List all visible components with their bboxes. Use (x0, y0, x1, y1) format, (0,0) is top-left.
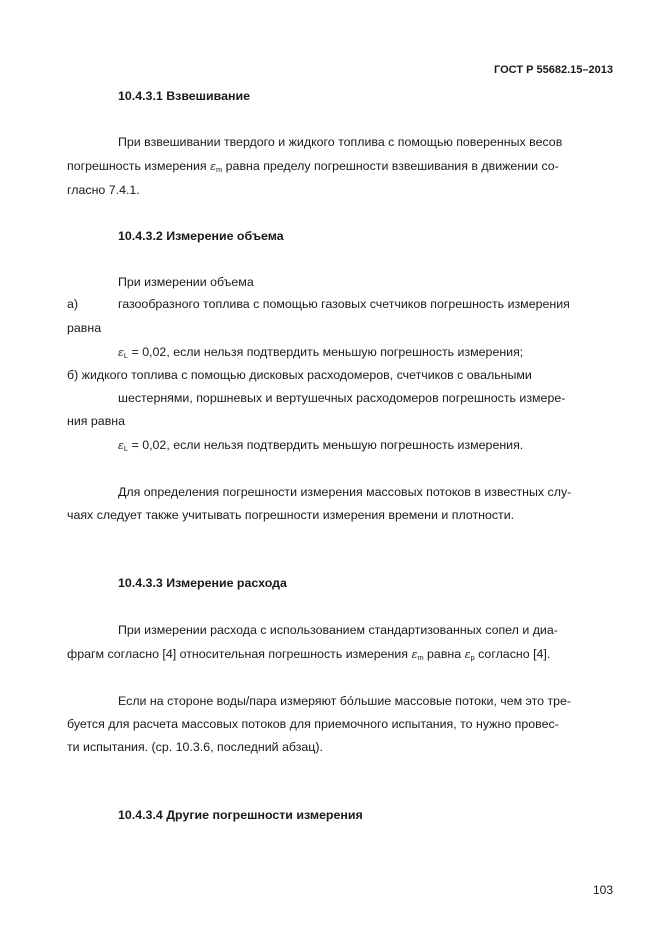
heading-10-4-3-1: 10.4.3.1 Взвешивание (118, 89, 250, 103)
s1-line-2: погрешность измерения $\varepsilon_m$ равна пределу погрешности взвешивания в движении со- (67, 159, 559, 174)
epsilon-symbol: ε (210, 160, 216, 173)
list-marker-a: а) (67, 297, 79, 311)
s3-para1-line-2: фрагм согласно [4] относительная погрешность измерения $\varepsilon_m$ равна $\varepsilon_p$ согласно [4]. (67, 647, 551, 662)
s2-item-b-line-1: б) жидкого топлива с помощью дисковых расходомеров, счетчиков с овальными (67, 368, 532, 382)
formula-eps-L-2: $\varepsilon_L = 0,02$, если нельзя подтвердить меньшую погрешность измерения. (118, 438, 524, 453)
s3-para2-line-3: ти испытания. (ср. 10.3.6, последний абзац). (67, 740, 323, 754)
standard-header: ГОСТ Р 55682.15–2013 (494, 64, 613, 76)
formula-eps-L-1: $\varepsilon_L = 0,02$, если нельзя подтвердить меньшую погрешность измерения; (118, 345, 524, 360)
s2-item-a-line-2: равна (67, 321, 102, 335)
epsilon-symbol: ε (118, 346, 124, 359)
s2-item-a-line-1: газообразного топлива с помощью газовых счетчиков погрешность измерения (118, 297, 570, 311)
s1-line-3: гласно 7.4.1. (67, 183, 140, 197)
s1-line-1: При взвешивании твердого и жидкого топлива с помощью поверенных весов (118, 135, 563, 149)
s2-para-line-2: чаях следует также учитывать погрешности измерения времени и плотности. (67, 508, 515, 522)
heading-10-4-3-3: 10.4.3.3 Измерение расхода (118, 576, 287, 590)
s2-intro: При измерении объема (118, 275, 254, 289)
epsilon-symbol: ε (411, 648, 418, 661)
heading-10-4-3-4: 10.4.3.4 Другие погрешности измерения (118, 808, 363, 822)
page-number: 103 (592, 883, 613, 897)
heading-10-4-3-2: 10.4.3.2 Измерение объема (118, 229, 284, 243)
s3-para2-line-1: Если на стороне воды/пара измеряют бóльшие массовые потоки, чем это тре- (118, 694, 572, 708)
s2-para-line-1: Для определения погрешности измерения массовых потоков в известных слу- (118, 485, 572, 499)
s2-item-b-line-2: шестернями, поршневых и вертушечных расходомеров погрешность измере- (118, 391, 566, 405)
epsilon-symbol: ε (118, 439, 124, 452)
epsilon-symbol: ε (464, 648, 471, 661)
s2-item-b-line-3: ния равна (67, 414, 126, 428)
s3-para1-line-1: При измерении расхода с использованием стандартизованных сопел и диа- (118, 623, 558, 637)
s3-para2-line-2: буется для расчета массовых потоков для приемочного испытания, то нужно провес- (67, 717, 559, 731)
